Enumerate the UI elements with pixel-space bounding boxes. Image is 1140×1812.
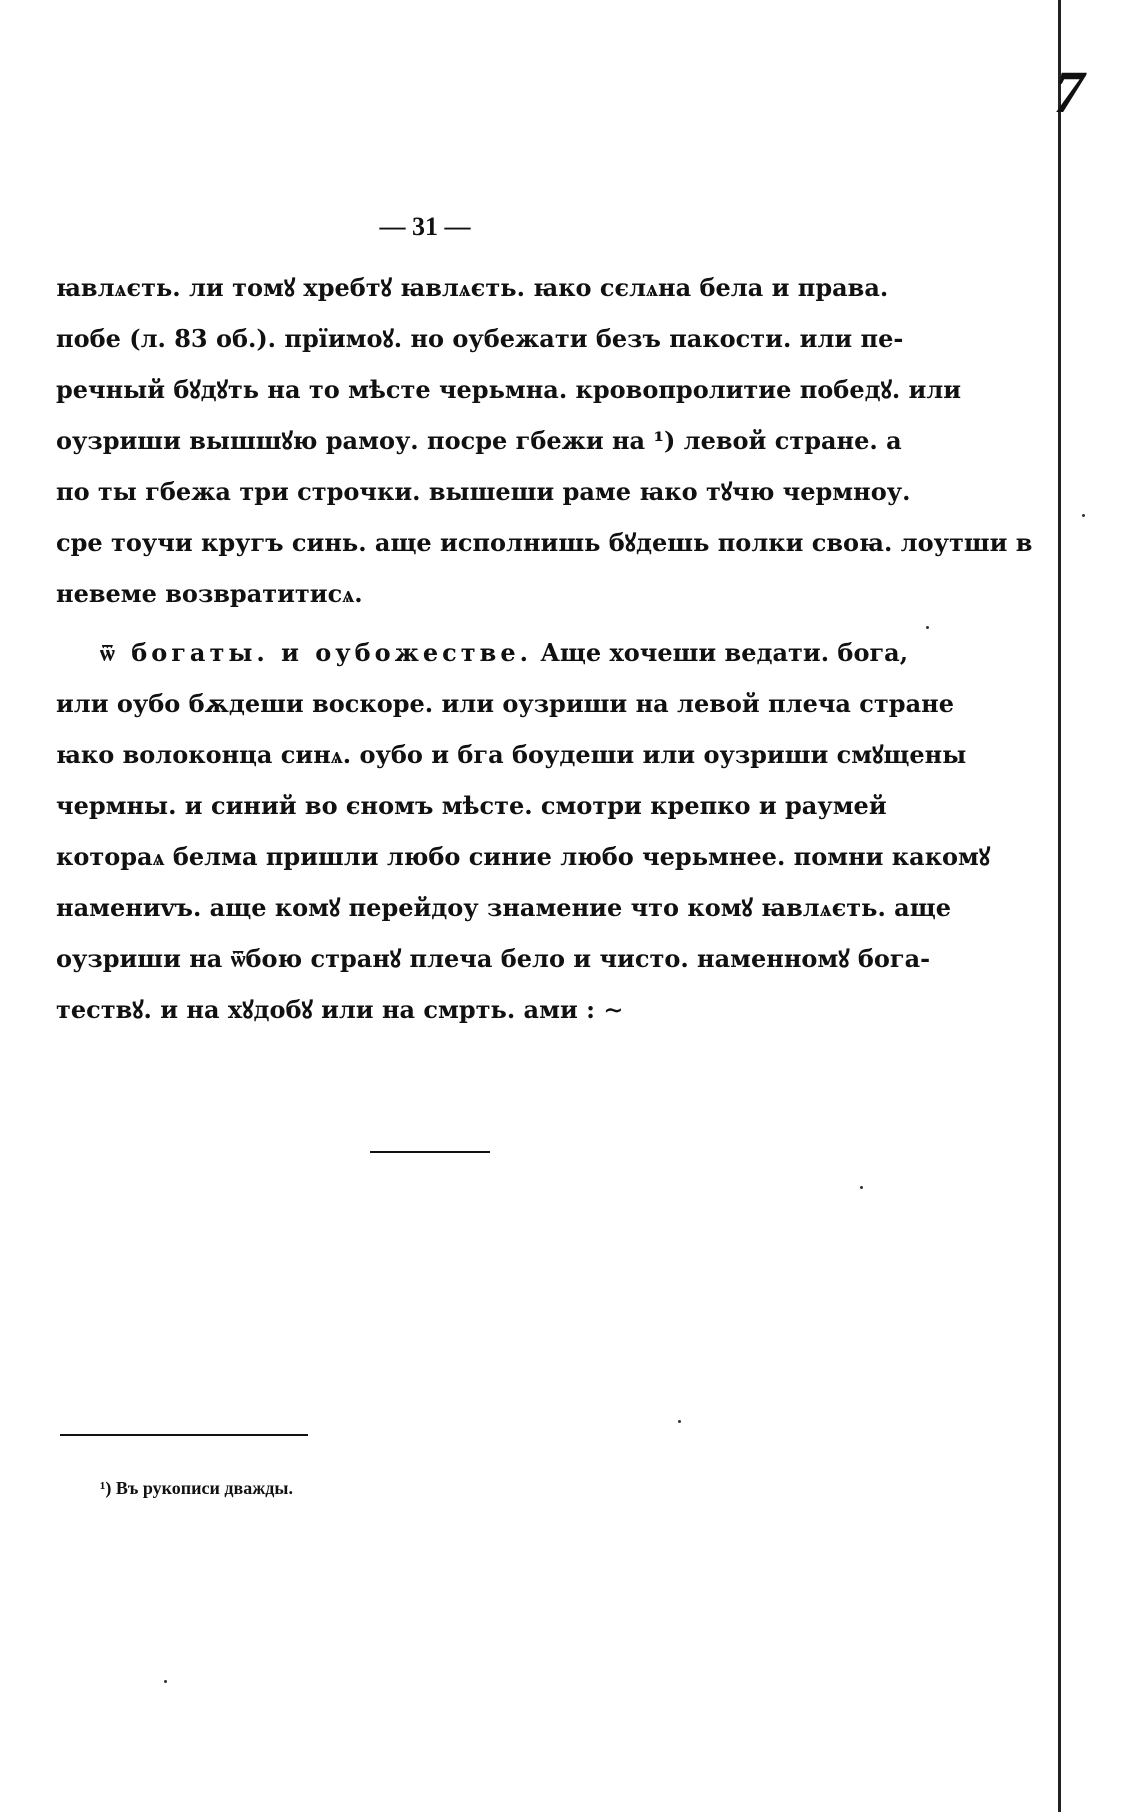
text-line: оузриши вышшꙋю рамоу. посре гбежи на ¹) левой стране. а: [56, 426, 902, 455]
text-line: оузриши на ѿбою странꙋ плеча бело и чисто. наменномꙋ бога-: [56, 944, 931, 973]
text-line: побе (л. 83 об.). прїимоꙋ. но оубежати безъ пакости. или пе-: [56, 324, 904, 353]
text-line: намениvъ. аще комꙋ перейдоу знамение что комꙋ ꙗвлѧєть. аще: [56, 893, 951, 922]
speck: [164, 1680, 167, 1683]
text-line: по ты гбежа три строчки. вышеши раме ꙗко тꙋчю чермноу.: [56, 477, 911, 506]
speck: [1082, 514, 1085, 517]
section-divider: [370, 1151, 490, 1153]
page-number: — 31 —: [379, 212, 471, 241]
paragraph-gap: [56, 619, 806, 627]
margin-mark: 7: [1047, 59, 1092, 125]
text-line: тествꙋ. и на хꙋдобꙋ или на смрть. ами : ∼: [56, 995, 624, 1024]
page-edge-line: [1058, 0, 1061, 1812]
speck: [860, 1186, 863, 1189]
text-line: невеме возвратитисѧ.: [56, 579, 363, 608]
section-heading: ѿ богаты. и оубожестве.: [100, 638, 532, 667]
text-line: ꙗвлѧєть. ли томꙋ хребтꙋ ꙗвлѧєть. ꙗко сєлѧна бела и права.: [56, 273, 889, 302]
text-line: или оубо бѫдеши воскоре. или оузриши на левой плеча стране: [56, 689, 954, 718]
main-text: [56, 262, 1033, 1035]
text-line: чермны. и синий во єномъ мѣсте. смотри крепко и раумей: [56, 791, 887, 820]
text-line: сре тоучи кругъ синь. аще исполнишь бꙋдешь полки своꙗ. лоутши в: [56, 528, 1033, 557]
text-line: котораѧ белма пришли любо синие любо черьмнее. помни какомꙋ: [56, 842, 991, 871]
speck: [678, 1420, 681, 1423]
speck: [926, 626, 929, 629]
text-line: Аще хочеши ведати. бога,: [540, 638, 909, 667]
text-line: речный бꙋдꙋть на то мѣсте черьмна. кровопролитие победꙋ. или: [56, 375, 962, 404]
footnote: ¹) Въ рукописи дважды.: [100, 1478, 293, 1498]
footnote-divider: [60, 1434, 308, 1436]
text-line: ꙗко волоконца синѧ. оубо и бга боудеши или оузриши смꙋщены: [56, 740, 967, 769]
section-first-line: [56, 627, 909, 678]
